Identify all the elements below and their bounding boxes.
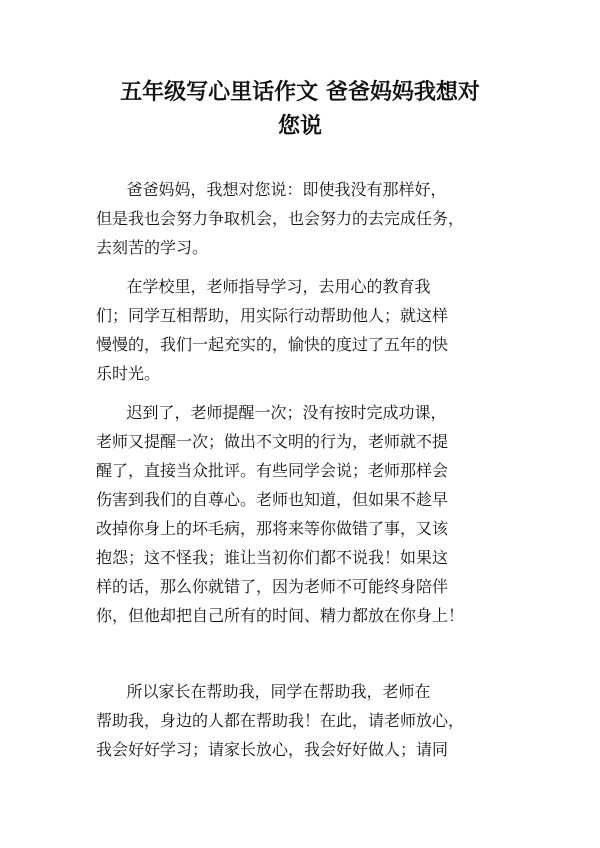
paragraph-line: 老师又提醒一次；做出不文明的行为，老师就不提 xyxy=(96,432,449,451)
paragraph-line: 伤害到我们的自尊心。老师也知道，但如果不趁早 xyxy=(96,490,449,509)
paragraph-line: 醒了，直接当众批评。有些同学会说；老师那样会 xyxy=(96,461,449,480)
document-title xyxy=(60,76,540,144)
paragraph-1 xyxy=(96,175,516,262)
paragraph-line: 乐时光。 xyxy=(96,364,161,383)
paragraph-line: 们；同学互相帮助，用实际行动帮助他人；就这样 xyxy=(96,306,449,325)
paragraph-line: 迟到了，老师提醒一次；没有按时完成功课， xyxy=(96,403,447,422)
paragraph-line: 在学校里，老师指导学习，去用心的教育我 xyxy=(96,277,431,296)
paragraph-line: 去刻苦的学习。 xyxy=(96,238,209,257)
paragraph-line: 所以家长在帮助我，同学在帮助我，老师在 xyxy=(96,682,431,701)
paragraph-4 xyxy=(96,677,516,764)
paragraph-line: 爸爸妈妈，我想对您说：即使我没有那样好， xyxy=(96,180,447,199)
title-line-2: 您说 xyxy=(277,114,322,139)
paragraph-line: 帮助我，身边的人都在帮助我！在此，请老师放心， xyxy=(96,711,465,730)
paragraph-line: 慢慢的，我们一起充实的，愉快的度过了五年的快 xyxy=(96,335,449,354)
paragraph-line: 抱怨；这不怪我；谁让当初你们都不说我！如果这 xyxy=(96,548,449,567)
paragraph-line: 改掉你身上的坏毛病，那将来等你做错了事，又该 xyxy=(96,519,449,538)
paragraph-2 xyxy=(96,272,516,388)
paragraph-line: 样的话，那么你就错了，因为老师不可能终身陪伴 xyxy=(96,577,449,596)
title-line-1: 五年级写心里话作文 爸爸妈妈我想对 xyxy=(120,80,480,105)
paragraph-3 xyxy=(96,398,516,630)
paragraph-line: 我会好好学习；请家长放心，我会好好做人；请同 xyxy=(96,740,449,759)
paragraph-line: 但是我也会努力争取机会，也会努力的去完成任务， xyxy=(96,209,465,228)
paragraph-line: 你，但他却把自己所有的时间、精力都放在你身上！ xyxy=(96,606,465,625)
